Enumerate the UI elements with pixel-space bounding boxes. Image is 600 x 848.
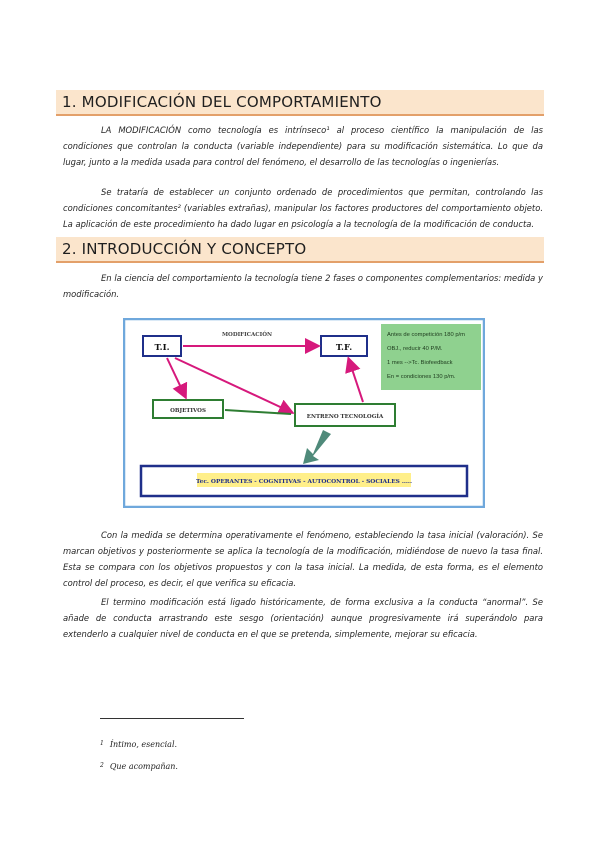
section-1-heading xyxy=(56,90,544,116)
note-2: OBJ., reducir 40 P/M. xyxy=(387,346,443,352)
section-2-heading xyxy=(56,237,544,263)
section-2-title: 2. INTRODUCCIÓN Y CONCEPTO xyxy=(62,240,307,258)
tf-label: T.F. xyxy=(335,343,353,353)
section-1-paragraph-1: LA MODIFICACIÓN como tecnología es intrínseco¹ al proceso científico la manipulación de las condiciones que controlan la conducta (variable independiente) para su modificación sistemática. Lo que da lugar, junto a la medida usada para control del fenómeno, el desarrollo de las tecnologías o ingenierías. xyxy=(63,125,543,167)
section-1-paragraph-2: Se trataría de establecer un conjunto ordenado de procedimientos que permitan, controlando las condiciones concomitantes² (variables extrañas), manipular los factores productores del comportamiento objeto. La aplicación de este procedimiento ha dado lugar en psicología a la tecnología de la modificación de conducta. xyxy=(63,187,543,229)
note-3: 1 mes -->Tc. Biofeedback xyxy=(387,360,453,366)
entreno-label: ENTRENO TECNOLOGÍA xyxy=(306,414,384,420)
techniques-label: Tec. OPERANTES - COGNITIVAS - AUTOCONTROL - SOCIALES ..... xyxy=(196,479,412,485)
modification-label: MODIFICACIÓN xyxy=(221,332,273,338)
footnote-2 xyxy=(100,762,178,771)
note-1: Antes de competición 180 p/m xyxy=(387,332,465,338)
section-2-paragraph-3: El termino modificación está ligado históricamente, de forma exclusiva a la conducta “anormal”. Se añade de conducta arrastrando este sesgo (orientación) aunque progresivamente irá superándolo para extenderlo a cualquier nivel de conducta en el que se pretenda, simplemente, mejorar su eficacia. xyxy=(63,597,543,639)
footnote-1 xyxy=(100,740,177,749)
section-2-paragraph-1: En la ciencia del comportamiento la tecnología tiene 2 fases o componentes complementarios: medida y modificación. xyxy=(63,273,543,299)
footnote-2-number: 2 xyxy=(100,762,104,769)
footnote-rule xyxy=(100,718,244,719)
footnote-1-text: Íntimo, esencial. xyxy=(109,740,178,749)
footnote-2-text: Que acompañan. xyxy=(109,762,178,771)
footnote-1-number: 1 xyxy=(100,740,104,747)
ti-label: T.I. xyxy=(154,343,170,353)
section-2-paragraph-2: Con la medida se determina operativamente el fenómeno, estableciendo la tasa inicial (valoración). Se marcan objetivos y posteriormente se aplica la tecnología de la modificación, midiéndose de nuevo la tasa final. Esta se compara con los objetivos propuestos y con la tasa inicial. La medida, de esta forma, es el elemento control del proceso, es decir, el que verifica su eficacia. xyxy=(63,530,543,588)
note-4: En = condiciones 130 p/m. xyxy=(387,374,456,380)
modification-diagram xyxy=(123,318,485,508)
section-1-title: 1. MODIFICACIÓN DEL COMPORTAMIENTO xyxy=(62,93,382,111)
objetivos-label: OBJETIVOS xyxy=(170,408,206,414)
